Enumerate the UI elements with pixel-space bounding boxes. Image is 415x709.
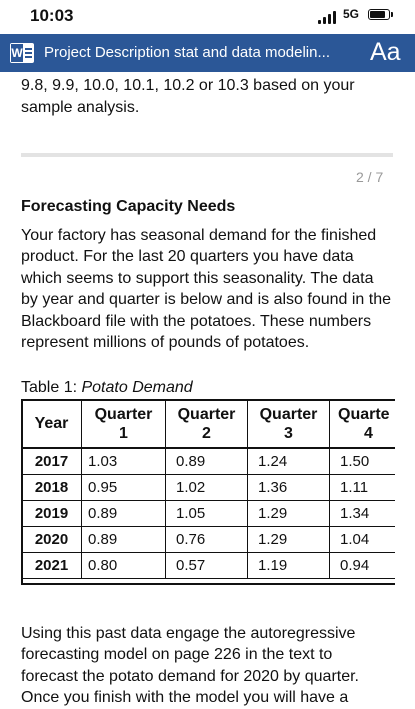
cell-value: 1.11: [330, 475, 396, 501]
cell-value: 1.03: [82, 448, 166, 475]
cell-value: 1.19: [248, 553, 330, 579]
signal-icon: [318, 10, 340, 24]
cell-year: 2018: [22, 475, 82, 501]
cell-value: 0.95: [82, 475, 166, 501]
paragraph-top: 9.8, 9.9, 10.0, 10.1, 10.2 or 10.3 based on your sample analysis.: [21, 77, 355, 116]
header-quarter-4: Quarte 4: [330, 400, 396, 449]
potato-demand-table: [21, 399, 395, 587]
cell-value: 1.02: [166, 475, 248, 501]
network-label: 5G: [343, 7, 360, 21]
cell-year: 2019: [22, 501, 82, 527]
document-title: Project Description stat and data modelin...: [44, 44, 330, 61]
status-bar: [0, 0, 415, 34]
table-caption-title: Potato Demand: [81, 379, 193, 396]
cell-year: 2020: [22, 527, 82, 553]
header-year: Year: [22, 400, 82, 449]
cell-value: 0.76: [166, 527, 248, 553]
cell-value: 1.29: [248, 501, 330, 527]
cell-value: 0.94: [330, 553, 396, 579]
battery-icon: [368, 9, 390, 20]
page-indicator: 2 / 7: [356, 169, 384, 185]
table-caption: [21, 379, 193, 397]
cell-value: 1.50: [330, 448, 396, 475]
cell-value: 0.80: [82, 553, 166, 579]
battery-tip-icon: [391, 12, 393, 17]
table-row: [22, 527, 396, 553]
cell-value: 1.36: [248, 475, 330, 501]
header-quarter-1: Quarter 1: [82, 400, 166, 449]
cell-value: 1.05: [166, 501, 248, 527]
status-time: 10:03: [30, 6, 74, 25]
cell-year: 2021: [22, 553, 82, 579]
cell-value: 1.34: [330, 501, 396, 527]
cell-value: 0.89: [166, 448, 248, 475]
paragraph-body: Your factory has seasonal demand for the finished product. For the last 20 quarters you have data which seems to support this seasonality. The data by year and quarter is below and is also found in the Blackboard file with the potatoes. These numbers represent millions of pounds of potatoes.: [21, 227, 392, 352]
paragraph-bottom: Using this past data engage the autoregressive forecasting model on page 226 in the text to forecast the potato demand for 2020 by quarter. Once you finish with the model you will have a: [21, 625, 359, 707]
cell-value: 1.29: [248, 527, 330, 553]
table-row: [22, 475, 396, 501]
table-row: [22, 501, 396, 527]
table-row: [22, 448, 396, 475]
cell-value: 0.89: [82, 527, 166, 553]
page-divider: [21, 153, 393, 157]
cell-year: 2017: [22, 448, 82, 475]
table-row: [22, 553, 396, 579]
section-heading: Forecasting Capacity Needs: [21, 198, 236, 215]
document-title-bar: [0, 34, 415, 72]
table-caption-prefix: Table 1:: [21, 379, 82, 396]
header-quarter-3: Quarter 3: [248, 400, 330, 449]
cell-value: 0.57: [166, 553, 248, 579]
cell-value: 1.24: [248, 448, 330, 475]
cell-value: 1.04: [330, 527, 396, 553]
word-app-icon: W: [10, 43, 34, 63]
header-quarter-2: Quarter 2: [166, 400, 248, 449]
font-size-button[interactable]: Aa: [370, 38, 401, 66]
cell-value: 0.89: [82, 501, 166, 527]
